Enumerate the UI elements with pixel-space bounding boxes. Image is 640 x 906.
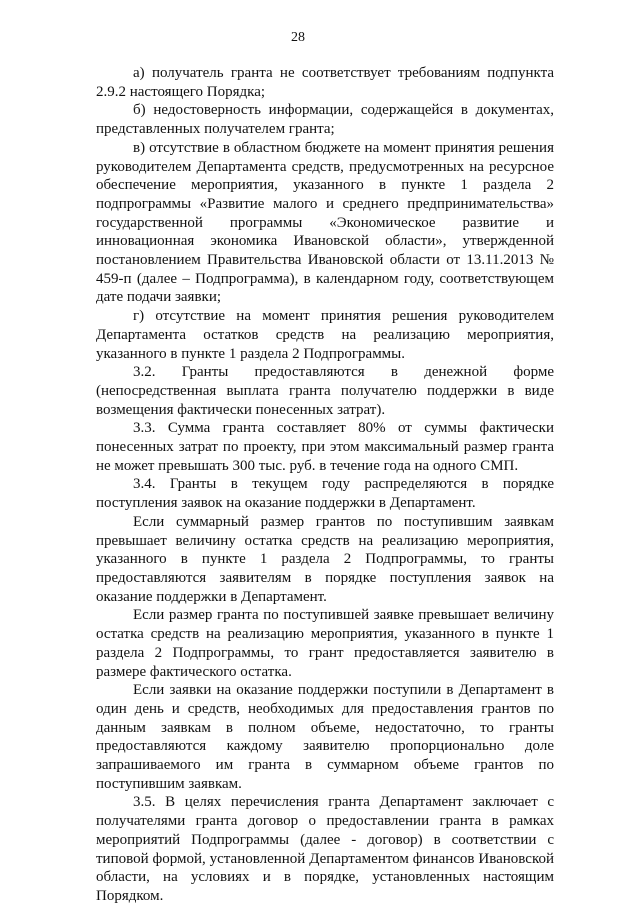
paragraph-3-4: 3.4. Гранты в текущем году распределяются в порядке поступления заявок на оказание поддержки в Департамент. <box>96 476 554 512</box>
paragraph-item-g: г) отсутствие на момент принятия решения руководителем Департамента остатков средств на реализацию мероприятия, указанного в пункте 1 раздела 2 Подпрограммы. <box>96 308 554 362</box>
paragraph-3-5: 3.5. В целях перечисления гранта Департамент заключает с получателями гранта договор о предоставлении гранта в рамках мероприятий Подпрограммы (далее - договор) в соответствии с типовой формой, установленной Департаментом финансов Ивановской области, на условиях и в порядке, установленных настоящим Порядком. <box>96 794 554 904</box>
paragraph-remaining-balance: Если суммарный размер грантов по поступившим заявкам превышает величину остатка средств на реализацию мероприятия, указанного в пункте 1 раздела 2 Подпрограммы, то гранты предоставляются заявителям в порядке поступления заявок на оказание поддержки в Департамент. <box>96 513 554 605</box>
paragraph-3-3: 3.3. Сумма гранта составляет 80% от суммы фактически понесенных затрат по проекту, при этом максимальный размер гранта не может превышать 300 тыс. руб. в течение года на одного СМП. <box>96 420 554 474</box>
paragraph-3-2: 3.2. Гранты предоставляются в денежной форме (непосредственная выплата гранта получателю поддержки в виде возмещения фактически понесенных затрат). <box>96 364 554 418</box>
paragraph-item-a: а) получатель гранта не соответствует требованиям подпункта 2.9.2 настоящего Порядка; <box>96 65 554 100</box>
paragraph-item-b: б) недостоверность информации, содержащейся в документах, представленных получателем гранта; <box>96 102 554 138</box>
paragraph-grant-exceeds: Если размер гранта по поступившей заявке превышает величину остатка средств на реализацию мероприятия, указанного в пункте 1 раздела 2 Подпрограммы, то грант предоставляется заявителю в размере фактического остатка. <box>96 607 554 680</box>
document-body <box>96 64 554 906</box>
paragraph-same-day-applications: Если заявки на оказание поддержки поступили в Департамент в один день и средств, необходимых для предоставления грантов по данным заявкам в полном объеме, недостаточно, то гранты предоставляются каждому заявителю пропорционально доле запрашиваемого им гранта в суммарном объеме грантов по поступившим заявкам. <box>96 682 554 792</box>
paragraph-item-v: в) отсутствие в областном бюджете на момент принятия решения руководителем Департамента средств, предусмотренных на ресурсное обеспечение мероприятия, указанного в пункте 1 раздела 2 подпрограммы «Развитие малого и среднего предпринимательства» государственной программы «Экономическое развитие и инновационная экономика Ивановской области», утвержденной постановлением Правительства Ивановской области от 13.11.2013 № 459-п (далее – Подпрограмма), в календарном году, соответствующем дате подачи заявки; <box>96 139 554 306</box>
page-number: 28 <box>291 30 305 45</box>
